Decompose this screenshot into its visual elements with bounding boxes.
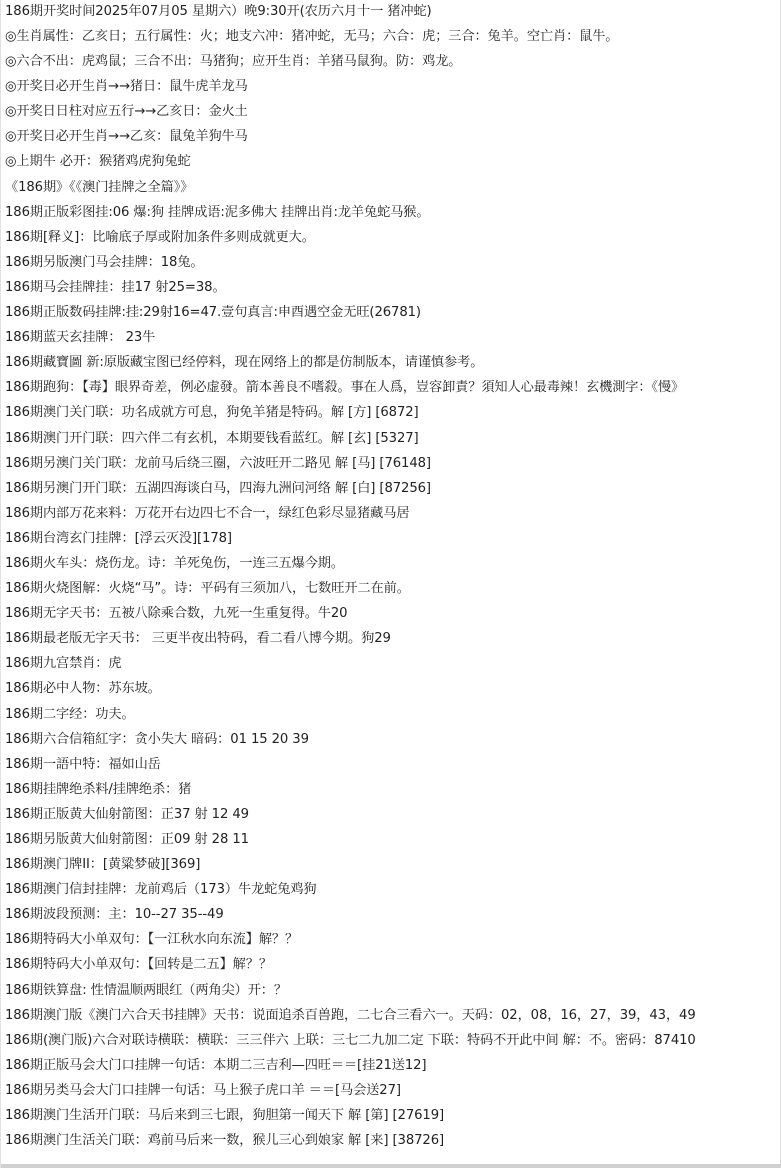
text-line: 186期[释义]：比喻底子厚或附加条件多则成就更大。 [5, 229, 315, 245]
text-line: 186期另澳门关门联：龙前马后绕三圈，六波旺开二路见 解 [马] [76148] [5, 455, 431, 471]
text-line: 186期澳门版《澳门六合天书挂牌》天书：说面追杀百兽跑，二七合三看六一。天码：02，08，16，27，39，43，49 [5, 1007, 696, 1023]
text-line: 《186期》《《澳门挂牌之全篇》》 [5, 179, 194, 195]
text-line: ◎开奖日日柱对应五行→→乙亥日：金火土 [5, 104, 248, 120]
text-line: 186期特码大小单双句：【一江秋水向东流】解？？ [5, 932, 299, 948]
text-line: 186期藏寶圖 新:原版藏宝图已经停料，现在网络上的都是仿制版本，请谨慎参考。 [5, 355, 484, 371]
text-line: 186期(澳门版)六合对联诗横联：横联：三三伴六 上联：三七二九加二定 下联：特码不开此中间 解：不。密码：87410 [5, 1032, 696, 1048]
text-line: 186期最老版无字天书： 三更半夜出特码，看二看八博今期。狗29 [5, 631, 391, 647]
text-line: 186期正版马会大门口挂牌一句话：本期二三吉利—四旺＝＝[挂21送12] [5, 1057, 427, 1073]
text-line: 186期澳门信封挂牌：龙前鸡后（173）牛龙蛇兔鸡狗 [5, 882, 317, 898]
text-line: 186期另版澳门马会挂牌：18兔。 [5, 254, 204, 270]
text-line: 186期澳门生活开门联：马后来到三七跟，狗胆第一闻天下 解 [第] [27619] [5, 1108, 445, 1124]
text-lines [5, 0, 778, 1153]
text-line: 186期蓝天玄挂牌： 23牛 [5, 330, 156, 346]
text-line: 186期一語中特：福如山岳 [5, 756, 161, 772]
text-line: 186期特码大小单双句：【回转是二五】解？？ [5, 957, 272, 973]
text-line: 186期台湾玄门挂牌：[浮云灭没][178] [5, 530, 232, 546]
text-line: 186期另版黄大仙射箭图：正09 射 28 11 [5, 832, 249, 847]
text-line: 186期澳门牌II：[黄粱梦破][369] [5, 857, 201, 873]
text-line: 186期另澳门开门联：五湖四海谈白马，四海九洲问河络 解 [白] [87256] [5, 480, 431, 496]
text-line: 186期九宫禁肖：虎 [5, 656, 122, 672]
text-line: 186期正版彩图挂:06 爆:狗 挂牌成语:泥多佛大 挂牌出肖:龙羊兔蛇马猴。 [5, 204, 430, 220]
text-line: 186期正版数码挂牌:挂:29射16=47.壹句真言:申酉遇空金无旺(26781) [5, 305, 421, 321]
text-line: 186期澳门关门联：功名成就方可息，狗免羊猪是特码。解 [方] [6872] [5, 405, 419, 421]
text-line: 186期正版黄大仙射箭图：正37 射 12 49 [5, 806, 249, 822]
text-line: 186期二字经：功夫。 [5, 706, 135, 722]
text-line: 186期六合信箱紅字：贪小失大 暗码：01 15 20 39 [5, 731, 309, 747]
text-line: ◎六合不出：虎鸡鼠；三合不出：马猪狗；应开生肖：羊猪马鼠狗。防：鸡龙。 [5, 54, 462, 70]
text-line: ◎开奖日必开生肖→→乙亥：鼠兔羊狗牛马 [5, 129, 248, 145]
text-line: ◎生肖属性：乙亥日；五行属性：火；地支六冲：猪冲蛇，无马；六合：虎；三合：兔羊。空亡肖：鼠牛。 [5, 29, 619, 44]
text-line: 186期澳门开门联：四六伴二有玄机，本期要钱看蓝红。解 [玄] [5327] [5, 430, 419, 446]
header-line: 186期开奖时间2025年07月05 星期六）晚9:30开(农历六月十一 猪冲蛇) [5, 4, 432, 19]
text-line: 186期挂牌绝杀料/挂牌绝杀：猪 [5, 781, 192, 797]
text-line: 186期无字天书：五被八除乘合数，九死一生重复得。牛20 [5, 606, 348, 622]
text-line: 186期波段预测：主：10--27 35--49 [5, 907, 224, 923]
text-line: ◎开奖日必开生肖→→猪日：鼠牛虎羊龙马 [5, 79, 248, 95]
text-line: 186期内部万花来料：万花开右边四七不合一，绿红色彩尽显猪藏马居 [5, 505, 410, 521]
text-line: 186期必中人物：苏东坡。 [5, 681, 161, 697]
text-line: 186期铁算盘: 性情温顺两眼红（两角尖）开：？ [5, 982, 287, 998]
text-line: 186期另类马会大门口挂牌一句话：马上猴子虎口羊 ＝＝[马会送27] [5, 1082, 401, 1098]
text-line: 186期跑狗：【毒】眼界奇差，例必虚發。箭本善良不嗜殺。事在人爲，豈容卸責？須知人心最毒辣！玄機測字：《慢》 [5, 380, 685, 396]
horizontal-scrollbar[interactable] [1, 1164, 781, 1168]
text-line: 186期火烧图解：火烧“马”。诗：平码有三须加八，七数旺开二在前。 [5, 581, 410, 597]
text-line: 186期火车头：烧伤龙。诗：羊死兔伤，一连三五爆今期。 [5, 555, 344, 571]
text-line: ◎上期牛 必开：猴猪鸡虎狗兔蛇 [5, 154, 191, 170]
text-line: 186期马会挂牌挂：挂17 射25=38。 [5, 279, 226, 295]
text-line: 186期澳门生活关门联：鸡前马后来一数，猴儿三心到娘家 解 [来] [38726] [5, 1133, 445, 1149]
